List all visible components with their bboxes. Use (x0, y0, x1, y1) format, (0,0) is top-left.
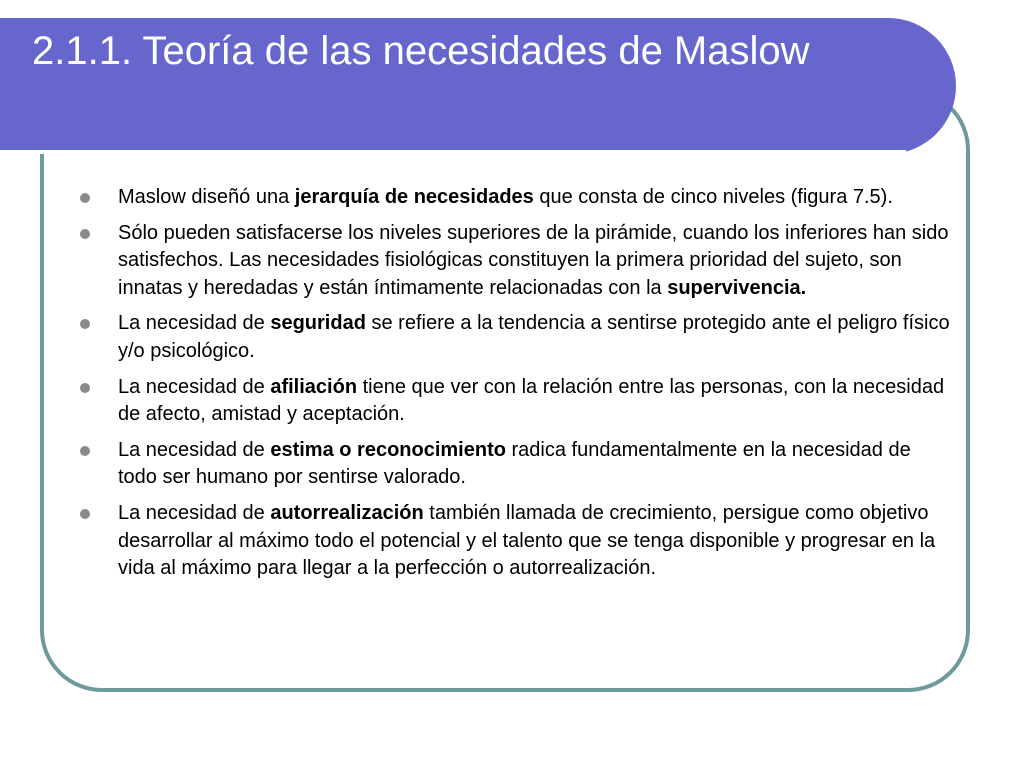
bullet-text (118, 502, 935, 579)
slide-title: 2.1.1. Teoría de las necesidades de Maslow (32, 29, 810, 73)
bullet-text-before: Sólo pueden satisfacerse los niveles superiores de la pirámide, cuando los inferiores han sido satisfechos. Las necesidades fisiológicas constituyen la primera prioridad del sujeto, son innatas y heredadas y están íntimamente relacionadas con la (118, 221, 949, 299)
bullet-text (118, 312, 950, 362)
bullet-text-after: se refiere a la tendencia a sentirse protegido ante el peligro físico y/o psicológico. (118, 312, 950, 362)
bullet-text-bold: estima o reconocimiento (270, 438, 506, 461)
bullet-text-before: La necesidad de (118, 375, 271, 398)
bullet-dot-icon (80, 446, 90, 456)
bullet-text-before: La necesidad de (118, 438, 271, 461)
bullet-dot-icon (80, 383, 90, 393)
title-underline (0, 150, 906, 154)
bullet-text (118, 439, 911, 489)
bullet-text-after: también llamada de crecimiento, persigue como objetivo desarrollar al máximo todo el potencial y el talento que se tenga disponible y progresar en la vida al máximo para llegar a la perfección o autorrealización. (118, 501, 936, 580)
bullet-item-2 (80, 220, 952, 303)
bullet-text-after: tiene que ver con la relación entre las personas, con la necesidad de afecto, amistad y aceptación. (118, 375, 945, 426)
bullet-text (118, 186, 893, 208)
bullet-item-4 (80, 374, 952, 429)
bullet-text-bold: supervivencia. (667, 276, 807, 299)
bullet-text-bold: seguridad (270, 312, 366, 335)
bullet-dot-icon (80, 509, 90, 519)
bullet-item-1 (80, 184, 952, 212)
bullet-dot-icon (80, 193, 90, 203)
bullet-text-before: La necesidad de (118, 501, 271, 524)
bullet-text (118, 222, 948, 299)
bullet-text-before: Maslow diseñó una (118, 186, 295, 208)
bullet-text-before: La necesidad de (118, 312, 271, 335)
bullet-text-bold: jerarquía de necesidades (294, 186, 534, 208)
bullet-text-bold: afiliación (270, 375, 358, 398)
bullet-text-bold: autorrealización (270, 501, 424, 524)
bullet-list (80, 184, 952, 591)
bullet-dot-icon (80, 229, 90, 239)
bullet-text (118, 376, 944, 426)
bullet-dot-icon (80, 319, 90, 329)
bullet-item-5 (80, 437, 952, 492)
bullet-item-3 (80, 310, 952, 365)
bullet-text-after: radica fundamentalmente en la necesidad de todo ser humano por sentirse valorado. (118, 438, 911, 489)
bullet-item-6 (80, 500, 952, 583)
bullet-text-after: que consta de cinco niveles (figura 7.5). (533, 186, 893, 208)
